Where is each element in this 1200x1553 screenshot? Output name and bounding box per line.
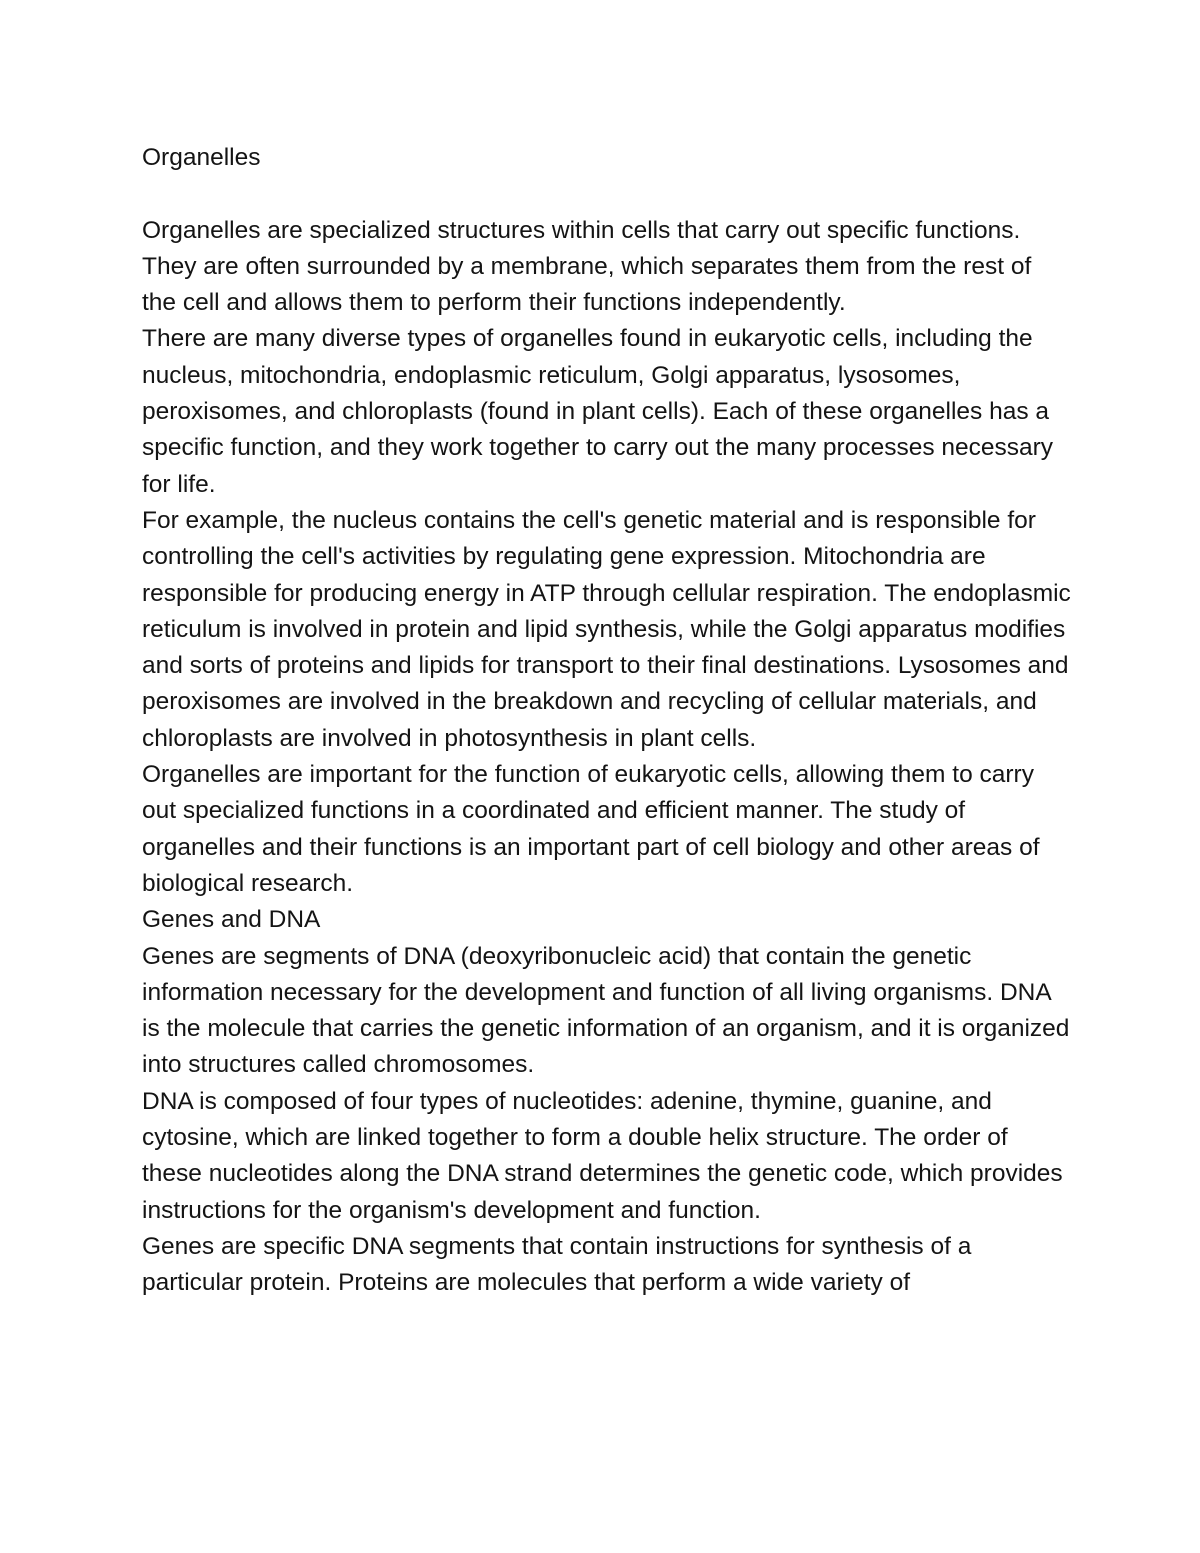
- document-title: Organelles: [142, 144, 261, 171]
- organelles-paragraph-3: For example, the nucleus contains the cell's genetic material and is responsible for controlling the cell's activities by regulating gene expression. Mitochondria are responsible for producing energy in ATP through cellular respiration. The endoplasmic reticulum is involved in protein and lipid synthesis, while the Golgi apparatus modifies and sorts of proteins and lipids for transport to their final destinations. Lysosomes and peroxisomes are involved in the breakdown and recycling of cellular materials, and chloroplasts are involved in photosynthesis in plant cells.: [142, 506, 1071, 752]
- title-spacer: [142, 176, 1072, 212]
- organelles-paragraph-4: Organelles are important for the function of eukaryotic cells, allowing them to carry out specialized functions in a coordinated and efficient manner. The study of organelles and their functions is an important part of cell biology and other areas of biological research.: [142, 761, 1040, 897]
- section-heading-genes-and-dna: Genes and DNA: [142, 906, 321, 934]
- genes-paragraph-1: Genes are segments of DNA (deoxyribonucleic acid) that contain the genetic information necessary for the development and function of all living organisms. DNA is the molecule that carries the genetic information of an organism, and it is organized into structures called chromosomes.: [142, 942, 1070, 1079]
- organelles-paragraph-1: Organelles are specialized structures within cells that carry out specific functions. They are often surrounded by a membrane, which separates them from the rest of the cell and allows them to perform their functions independently.: [142, 216, 1032, 317]
- organelles-paragraph-2: There are many diverse types of organelles found in eukaryotic cells, including the nucleus, mitochondria, endoplasmic reticulum, Golgi apparatus, lysosomes, peroxisomes, and chloroplasts (found in plant cells). Each of these organelles has a specific function, and they work together to carry out the many processes necessary for life.: [142, 325, 1054, 498]
- genes-paragraph-2: DNA is composed of four types of nucleotides: adenine, thymine, guanine, and cytosine, which are linked together to form a double helix structure. The order of these nucleotides along the DNA strand determines the genetic code, which provides instructions for the organism's development and function.: [142, 1087, 1063, 1224]
- document-body: [142, 140, 1072, 1302]
- genes-paragraph-3: Genes are specific DNA segments that contain instructions for synthesis of a particular protein. Proteins are molecules that perform a wide variety of: [142, 1232, 972, 1297]
